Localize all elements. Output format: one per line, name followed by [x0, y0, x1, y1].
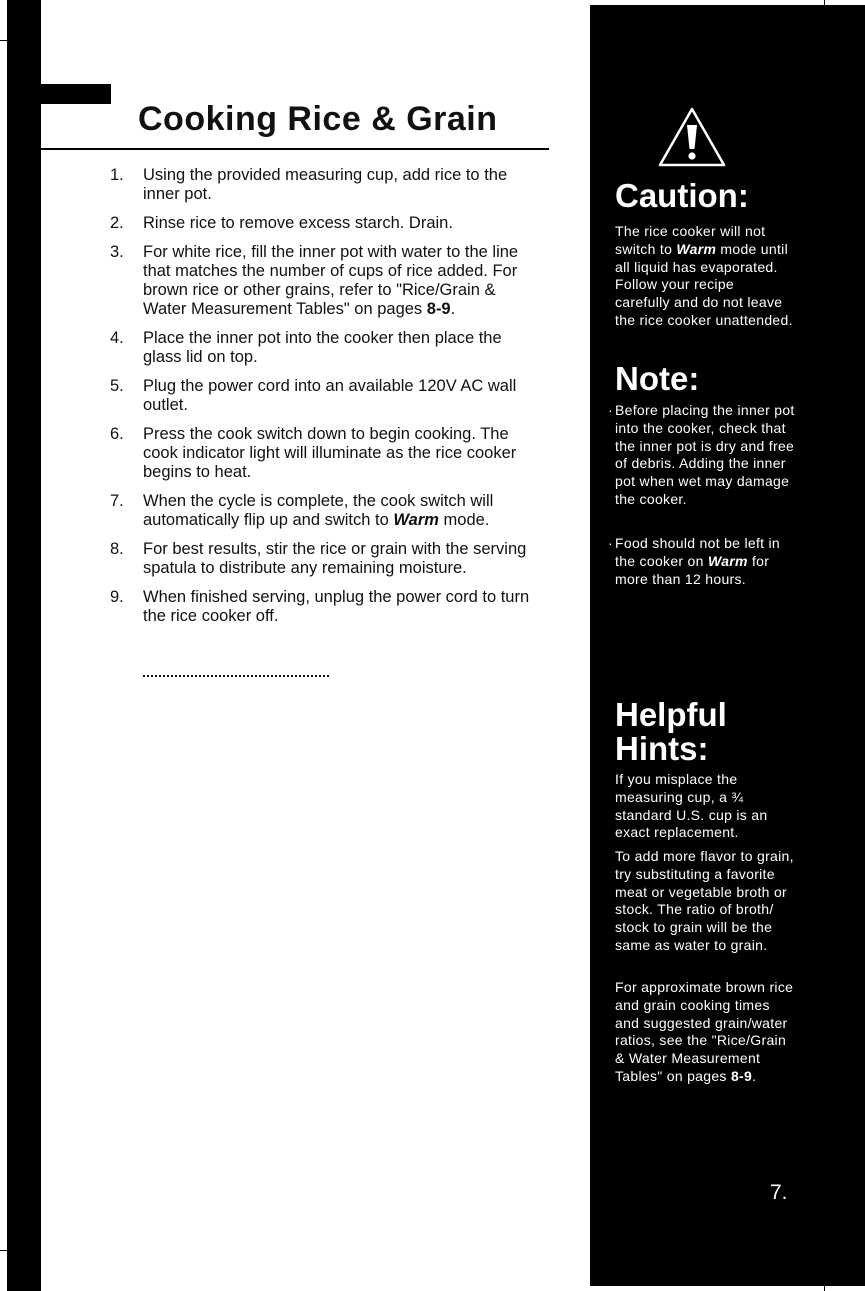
warm-mode-label: Warm: [707, 552, 748, 569]
caution-text: [615, 223, 793, 330]
hint-text: For approximate brown rice and grain cooking times and suggested grain/water ratios, see the "Rice/Grain & Water Measurement Tables" on pages: [615, 979, 794, 1084]
warning-triangle-icon: [656, 105, 728, 169]
step-text: Place the inner pot into the cooker then place the glass lid on top.: [143, 329, 502, 366]
caution-text-start: The rice cooker will not switch to: [615, 223, 766, 257]
bullet-glyph: ·: [608, 535, 613, 551]
step-text: Using the provided measuring cup, add rice to the inner pot.: [143, 166, 508, 203]
step-number: 9.: [110, 588, 124, 606]
step-number: 8.: [110, 540, 124, 558]
step-text: For white rice, fill the inner pot with water to the line that matches the number of cups of rice added. For brown rice or other grains, refer to "Rice/Grain & Water Measurement Tables" on pages: [143, 243, 519, 318]
step-number: 6.: [110, 425, 124, 443]
page-number: 7.: [770, 1181, 788, 1204]
caution-text-end: mode until all liquid has evaporated. Follow your recipe carefully and do not leave the rice cooker unattended.: [615, 240, 793, 328]
dotted-divider: [143, 675, 329, 677]
step-number: 1.: [110, 166, 124, 184]
note-item-text: Before placing the inner pot into the cooker, check that the inner pot is dry and free of debris. Adding the inner pot when wet may damage the cooker.: [615, 402, 795, 507]
step-text: Plug the power cord into an available 120V AC wall outlet.: [143, 377, 517, 414]
hint-paragraph: [615, 979, 795, 1086]
step-number: 5.: [110, 377, 124, 395]
note-item: [608, 402, 795, 509]
caution-heading: Caution:: [615, 177, 749, 214]
note-item: [608, 535, 795, 588]
step-number: 7.: [110, 492, 124, 510]
step-text: For best results, stir the rice or grain with the serving spatula to distribute any remaining moisture.: [143, 540, 527, 577]
page-reference: 8-9: [730, 1067, 753, 1084]
title-divider: [40, 148, 549, 150]
list-item: [110, 588, 530, 626]
list-item: [110, 329, 530, 367]
list-item: [110, 540, 530, 578]
step-text: Press the cook switch down to begin cooking. The cook indicator light will illuminate as the rice cooker begins to heat.: [143, 425, 517, 481]
warm-mode-label: Warm: [676, 240, 717, 257]
step-text-end: mode.: [438, 511, 490, 529]
hints-heading: [615, 698, 727, 766]
list-item: [110, 166, 530, 204]
list-item: [110, 214, 530, 233]
hints-heading-line1: Helpful: [615, 696, 727, 733]
list-item: [110, 492, 530, 530]
warm-mode-label: Warm: [393, 511, 439, 529]
list-item: [110, 425, 530, 482]
hint-paragraph: To add more flavor to grain, try substituting a favorite meat or vegetable broth or stock. The ratio of broth/ stock to grain will be the same as water to grain.: [615, 848, 794, 953]
step-number: 3.: [110, 243, 124, 261]
list-item: [110, 377, 530, 415]
step-text: Rinse rice to remove excess starch. Drain.: [143, 214, 453, 232]
hints-heading-line2: Hints:: [615, 730, 709, 767]
note-item-text-end: for more than 12 hours.: [615, 552, 770, 587]
left-margin-bar: [7, 0, 41, 1291]
step-number: 2.: [110, 214, 124, 232]
hint-text-end: .: [752, 1067, 757, 1084]
step-text: When the cycle is complete, the cook switch will automatically flip up and switch to: [143, 492, 494, 529]
note-heading: Note:: [615, 360, 700, 397]
heading-tab: [7, 84, 111, 104]
step-number: 4.: [110, 329, 124, 347]
page-title: Cooking Rice & Grain: [138, 100, 498, 138]
instruction-list: [110, 166, 530, 636]
step-text: When finished serving, unplug the power cord to turn the rice cooker off.: [143, 588, 530, 625]
page-reference: 8-9: [426, 300, 451, 318]
hint-paragraph: If you misplace the measuring cup, a ¾ standard U.S. cup is an exact replacement.: [615, 771, 768, 841]
bullet-glyph: ·: [608, 402, 613, 418]
step-text-end: .: [450, 300, 456, 318]
note-item-text: Food should not be left in the cooker on: [615, 535, 781, 569]
list-item: [110, 243, 530, 319]
sidebar-panel: [590, 5, 865, 1286]
